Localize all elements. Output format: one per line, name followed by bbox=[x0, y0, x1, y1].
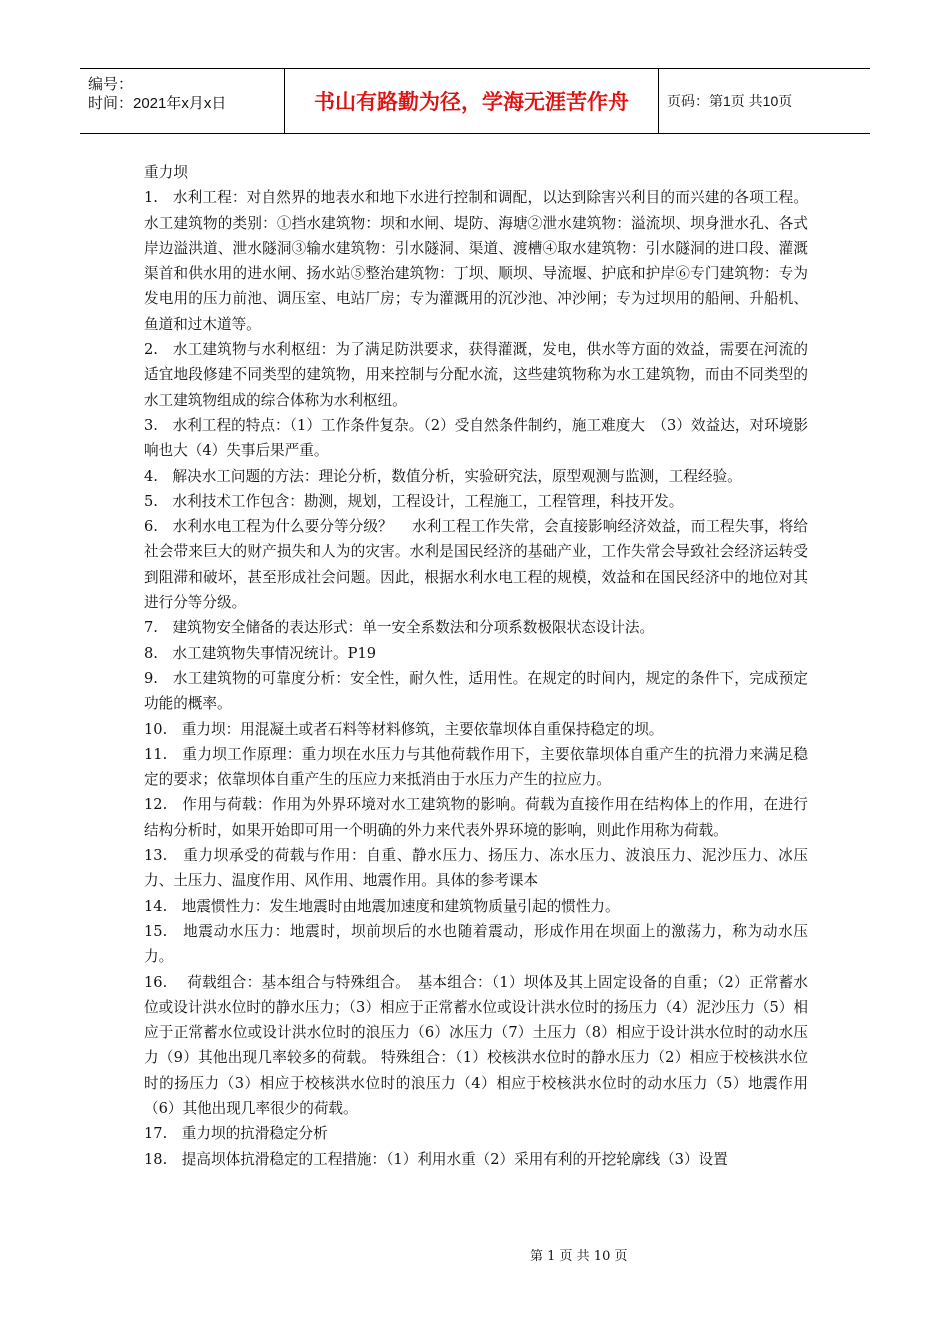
paragraph-18: 18. 提高坝体抗滑稳定的工程措施：（1）利用水重（2）采用有利的开挖轮廓线（3）设置 bbox=[144, 1150, 728, 1168]
paragraph-14: 14. 地震惯性力：发生地震时由地震加速度和建筑物质量引起的惯性力。 bbox=[144, 897, 620, 915]
header-left bbox=[80, 69, 284, 133]
paragraph-9: 9. 水工建筑物的可靠度分析：安全性，耐久性，适用性。在规定的时间内，规定的条件下，完成预定功能的概率。 bbox=[144, 669, 808, 713]
paragraph-16: 16. 荷载组合：基本组合与特殊组合。 基本组合：（1）坝体及其上固定设备的自重；（2）正常蓄水位或设计洪水位时的静水压力；（3）相应于正常蓄水位或设计洪水位时的扬压力（4）泥沙压力（5）相应于正常蓄水位或设计洪水位时的浪压力（6）冰压力（7）土压力（8）相应于设计洪水位时的动水压力（9）其他出现几率较多的荷载。 特殊组合：（1）校核洪水位时的静水压力（2）相应于校核洪水位时的扬压力（3）相应于校核洪水位时的浪压力（4）相应于校核洪水位时的动水压力（5）地震作用（6）其他出现几率很少的荷载。 bbox=[144, 973, 808, 1117]
page-footer: 第 1 页 共 10 页 bbox=[530, 1249, 628, 1264]
header-motto: 书山有路勤为径，学海无涯苦作舟 bbox=[284, 69, 659, 133]
document-date-label: 时间：2021年x月x日 bbox=[88, 95, 227, 112]
paragraph-5: 5. 水利技术工作包含：勘测，规划，工程设计，工程施工，工程管理，科技开发。 bbox=[144, 492, 684, 510]
paragraph-3: 3. 水利工程的特点：（1）工作条件复杂。（2）受自然条件制约，施工难度大 （3）效益达，对环境影响也大（4）失事后果严重。 bbox=[144, 416, 808, 460]
paragraph-1: 1. 水利工程：对自然界的地表水和地下水进行控制和调配，以达到除害兴利目的而兴建的各项工程。水工建筑物的类别：①挡水建筑物：坝和水闸、堤防、海塘②泄水建筑物：溢流坝、坝身泄水孔、各式岸边溢洪道、泄水隧洞③输水建筑物：引水隧洞、渠道、渡槽④取水建筑物：引水隧洞的进口段、灌溉渠首和供水用的进水闸、扬水站⑤整治建筑物：丁坝、顺坝、导流堰、护底和护岸⑥专门建筑物：专为发电用的压力前池、调压室、电站厂房；专为灌溉用的沉沙池、冲沙闸；专为过坝用的船闸、升船机、鱼道和过木道等。 bbox=[144, 189, 808, 333]
paragraph-11: 11. 重力坝工作原理：重力坝在水压力与其他荷载作用下，主要依靠坝体自重产生的抗滑力来满足稳定的要求；依靠坝体自重产生的压应力来抵消由于水压力产生的拉应力。 bbox=[144, 745, 808, 789]
paragraph-17: 17. 重力坝的抗滑稳定分析 bbox=[144, 1125, 328, 1143]
paragraph-15: 15. 地震动水压力：地震时，坝前坝后的水也随着震动，形成作用在坝面上的激荡力，称为动水压力。 bbox=[144, 922, 808, 966]
paragraph-7: 7. 建筑物安全储备的表达形式：单一安全系数法和分项系数极限状态设计法。 bbox=[144, 619, 655, 637]
paragraph-4: 4. 解决水工问题的方法：理论分析，数值分析，实验研究法，原型观测与监测，工程经验。 bbox=[144, 467, 742, 485]
paragraph-12: 12. 作用与荷载：作用为外界环境对水工建筑物的影响。荷载为直接作用在结构体上的作用，在进行结构分析时，如果开始即可用一个明确的外力来代表外界环境的影响，则此作用称为荷载。 bbox=[144, 796, 808, 839]
document-number-label: 编号： bbox=[88, 76, 134, 93]
paragraph-13: 13. 重力坝承受的荷载与作用：自重、静水压力、扬压力、冻水压力、波浪压力、泥沙压力、冰压力、土压力、温度作用、风作用、地震作用。具体的参考课本 bbox=[144, 847, 808, 890]
paragraph-2: 2. 水工建筑物与水利枢纽：为了满足防洪要求，获得灌溉，发电，供水等方面的效益，需要在河流的适宜地段修建不同类型的建筑物，用来控制与分配水流，这些建筑物称为水工建筑物，而由不同类型的水工建筑物组成的综合体称为水利枢纽。 bbox=[144, 341, 808, 409]
paragraph-8: 8. 水工建筑物失事情况统计。P19 bbox=[144, 644, 377, 662]
document-body bbox=[144, 160, 808, 1172]
document-header bbox=[80, 68, 870, 134]
header-page-info: 页码：第1页 共10页 bbox=[667, 93, 793, 109]
paragraph-10: 10. 重力坝：用混凝土或者石料等材料修筑，主要依靠坝体自重保持稳定的坝。 bbox=[144, 720, 664, 738]
paragraph-6: 6. 水利水电工程为什么要分等分级？ 水利工程工作失常，会直接影响经济效益，而工程失事，将给社会带来巨大的财产损失和人为的灾害。水利是国民经济的基础产业，工作失常会导致社会经济运转受到阻滞和破坏，甚至形成社会问题。因此，根据水利水电工程的规模，效益和在国民经济中的地位对其进行分等分级。 bbox=[144, 518, 808, 612]
section-title: 重力坝 bbox=[144, 164, 188, 181]
